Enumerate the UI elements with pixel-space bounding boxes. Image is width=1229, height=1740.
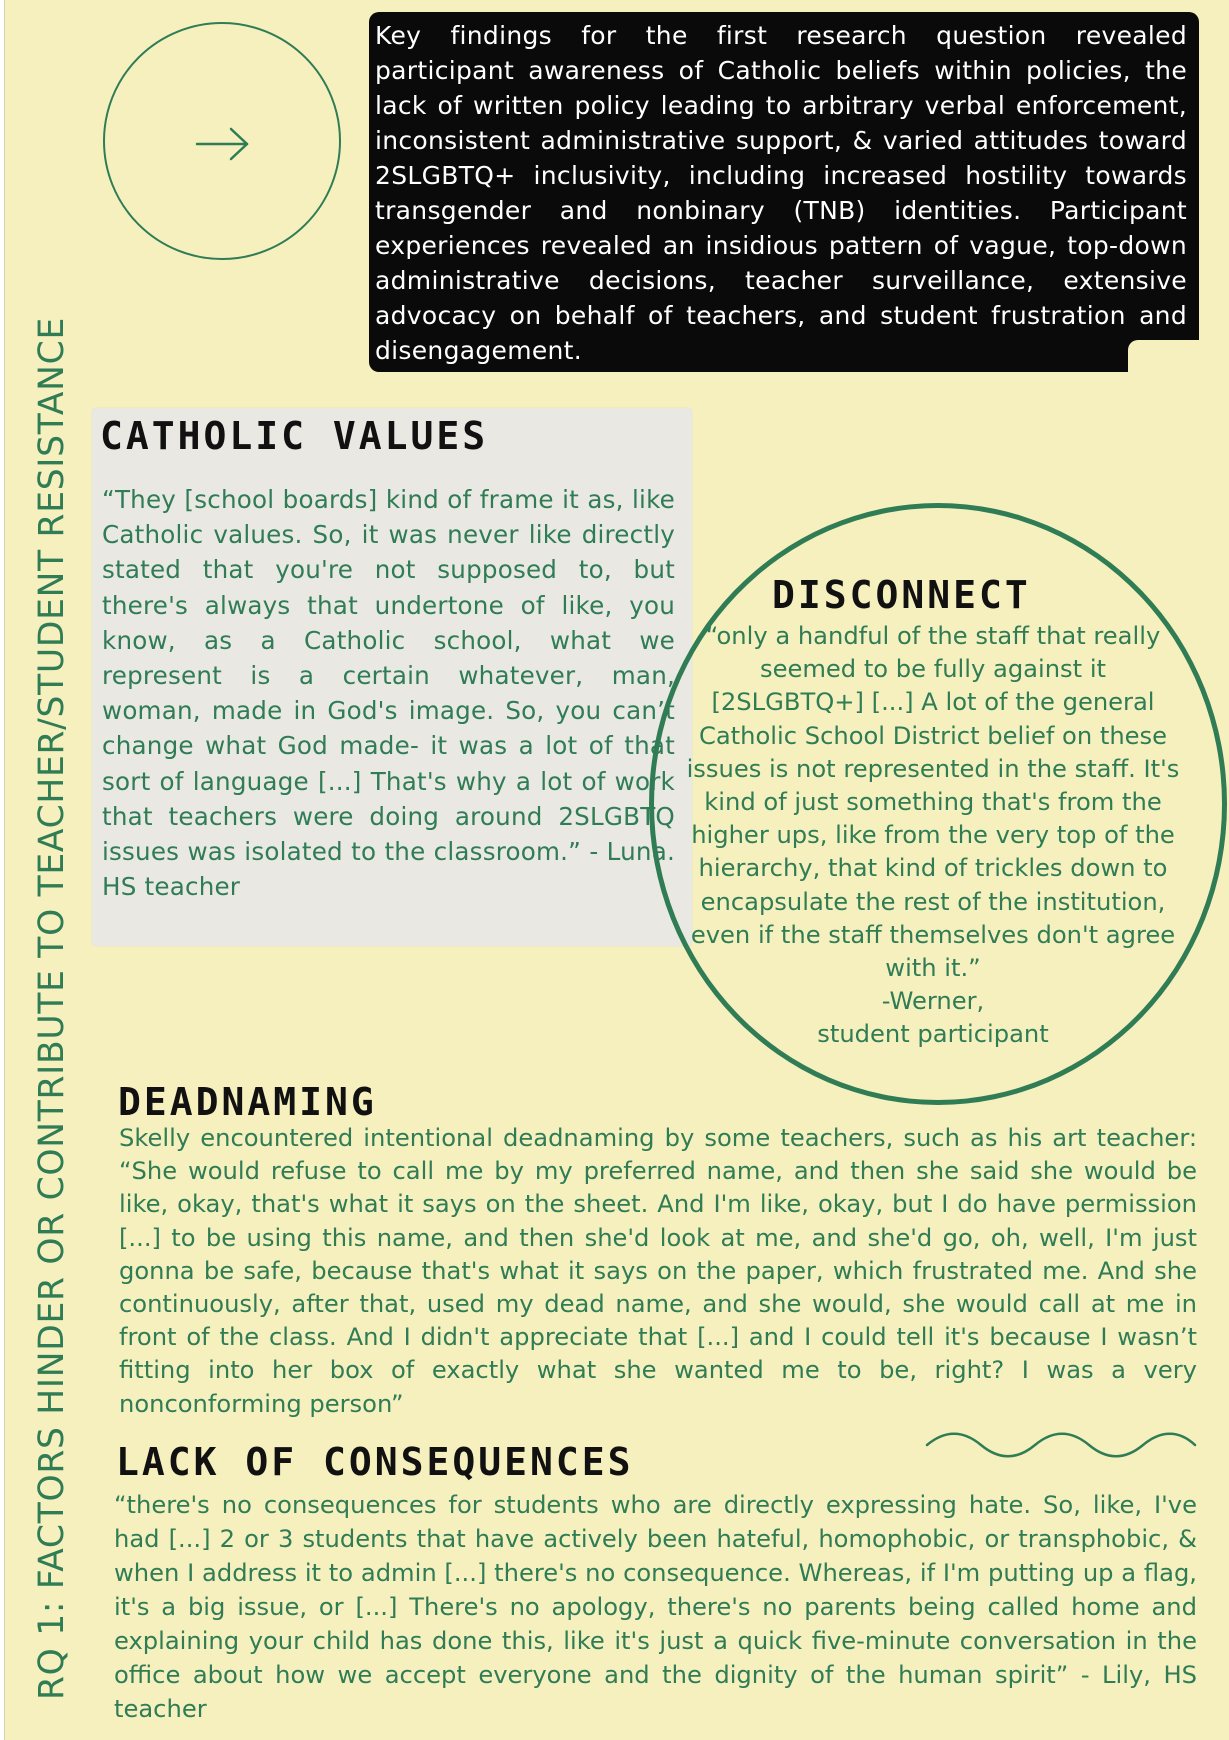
disconnect-heading: DISCONNECT xyxy=(772,573,1031,617)
deadnaming-text: Skelly encountered intentional deadnaming by some teachers, such as his art teacher: “She would refuse to call me by my preferred name, and then she said she would be like, okay, that's what it says on the sheet. And I'm like, okay, but I do have permission [...] to be using this name, and then she'd look at me, and she'd go, oh, well, I'm just gonna be safe, because that's what it says on the paper, which frustrated me. And she continuously, after that, used my dead name, and she would, she would call at me in front of the class. And I didn't appreciate that [...] and I could tell it's because I wasn’t fitting into her box of exactly what she wanted me to be, right? I was a very nonconforming person” xyxy=(119,1124,1197,1418)
key-findings-text: Key findings for the first research question revealed participant awareness of Catholic beliefs within policies, the lack of written policy leading to arbitrary verbal enforcement, inconsistent administrative support, & varied attitudes toward 2SLGBTQ+ inclusivity, including increased hostility towards transgender and nonbinary (TNB) identities. Participant experiences revealed an insidious pattern of vague, top-down administrative decisions, teacher surveillance, extensive advocacy on behalf of teachers, and student frustration and disengagement. xyxy=(375,21,1187,365)
consequences-text: “there's no consequences for students who are directly expressing hate. So, like, I've had [...] 2 or 3 students that have actively been hateful, homophobic, or transphobic, & when I address it to admin [...] there's no consequence. Whereas, if I'm putting up a flag, it's a big issue, or [...] There's no apology, there's no parents being called home and explaining your child has done this, like it's just a quick five-minute conversation in the office about how we accept everyone and the dignity of the human spirit” - Lily, HS teacher xyxy=(114,1491,1197,1723)
disconnect-attribution xyxy=(683,985,1183,1051)
disconnect-attribution-role: student participant xyxy=(817,1020,1049,1049)
deadnaming-heading: DEADNAMING xyxy=(118,1080,377,1124)
disconnect-quote: “only a handful of the staff that really seemed to be fully against it [2SLGBTQ+] [...] A lot of the general Catholic School District belief on these issues is not represented in the staff. It's kind of just something that's from the higher ups, like from the very top of the hierarchy, that kind of trickles down to encapsulate the rest of the institution, even if the staff themselves don't agree with it.” xyxy=(686,622,1180,983)
catholic-values-heading: CATHOLIC VALUES xyxy=(100,414,489,458)
side-title: RQ 1: FACTORS HINDER OR CONTRIBUTE TO TEACHER/STUDENT RESISTANCE xyxy=(32,317,72,1700)
wave-decoration xyxy=(925,1430,1197,1460)
disconnect-attribution-name: -Werner, xyxy=(881,987,985,1015)
consequences-heading: LACK OF CONSEQUENCES xyxy=(116,1440,634,1484)
key-findings-box xyxy=(369,12,1199,372)
catholic-values-quote: “They [school boards] kind of frame it as, like Catholic values. So, it was never like directly stated that you're not supposed to, but there's always that undertone of like, you know, as a Catholic school, what we represent is a certain whatever, man, woman, made in God's image. So, you can’t change what God made- it was a lot of that sort of language [...] That's why a lot of work that teachers were doing around 2SLGBTQ issues was isolated to the classroom.” - Luna. HS teacher xyxy=(102,485,675,902)
right-arrow-icon xyxy=(193,124,253,164)
key-findings-notch xyxy=(1128,340,1203,376)
arrow-circle xyxy=(103,22,341,260)
